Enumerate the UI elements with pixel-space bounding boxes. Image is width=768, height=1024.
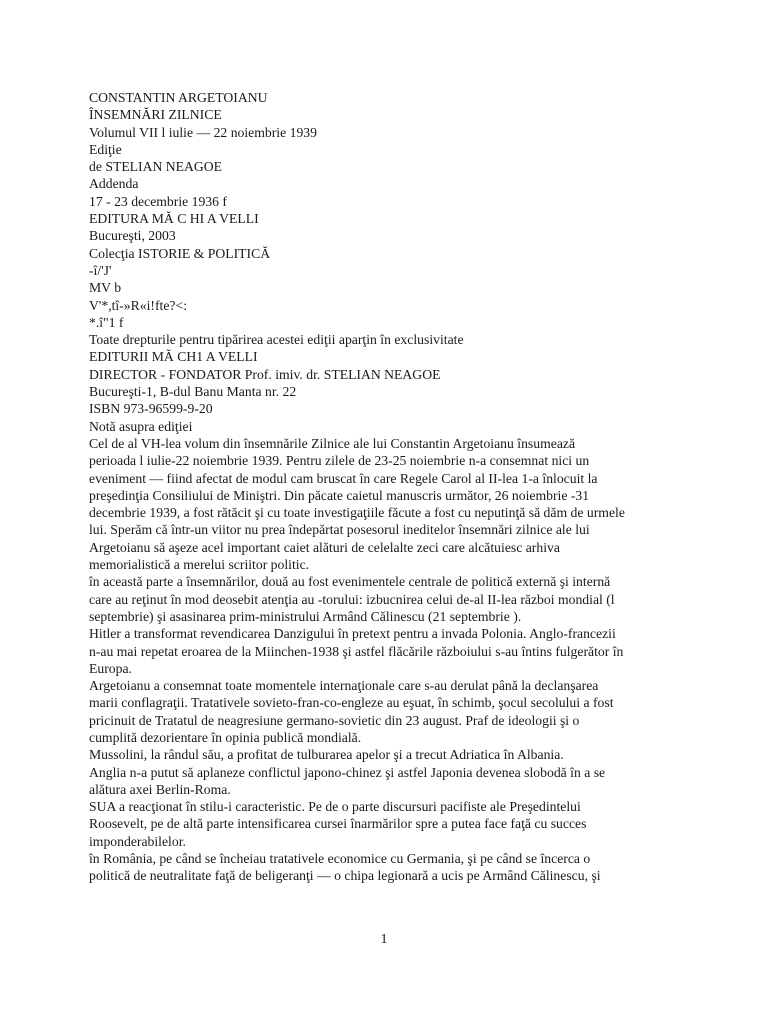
paragraph [89,573,721,625]
front-matter-line: MV b [89,280,122,296]
front-matter-line: -î/'J' [89,262,112,278]
paragraph-line: politică de neutralitate faţă de beligeranţi — o chipa legionară a ucis pe Armând Călinescu, şi [89,868,601,884]
front-matter-line: Bucureşti-1, B-dul Banu Manta nr. 22 [89,384,297,400]
front-matter-line: Addenda [89,176,139,192]
paragraph-line: pricinuit de Tratatul de neagresiune germano-sovietic din 23 august. Praf de ideologii şi o [89,712,580,728]
paragraph-line: care au reţinut în mod deosebit atenţia au -torului: izbucnirea celui de-al II-lea război mondial (l [89,591,615,607]
paragraph-line: eveniment — fiind afectat de modul cam bruscat în care Regele Carol al II-lea 1-a înlocuit la [89,470,598,486]
front-matter-line: V'*,tî-»R«i!fte?<: [89,297,187,313]
front-matter-line: CONSTANTIN ARGETOIANU [89,90,268,105]
paragraph-line: septembrie) şi asasinarea prim-ministrului Armând Călinescu (21 septembrie ). [89,608,522,624]
paragraph [89,764,721,799]
front-matter-line: Notă asupra ediţiei [89,418,193,434]
front-matter-line: ÎNSEMNĂRI ZILNICE [89,107,222,123]
paragraph [89,625,721,677]
page-number: 1 [380,932,388,947]
paragraph-line: Argetoianu să aşeze acel important caiet alături de celelalte zeci care alcătuiesc arhiva [89,539,560,555]
paragraph-line: cumplită dezorientare în opinia publică mondială. [89,729,362,745]
front-matter-line: de STELIAN NEAGOE [89,159,223,175]
front-matter-line: EDITURII MĂ CH1 A VELLI [89,349,258,365]
front-matter-line: *.î"1 f [89,314,124,330]
paragraph [89,798,721,850]
paragraph-line: memorialistică a merelui scriitor politic. [89,557,310,573]
front-matter-line: Toate drepturile pentru tipărirea acestei ediţii aparţin în exclusivitate [89,332,464,348]
paragraph-line: Argetoianu a consemnat toate momentele internaţionale care s-au derulat până la declanşarea [89,678,599,694]
front-matter-line: EDITURA MĂ C HI A VELLI [89,211,259,227]
document-text [89,89,721,885]
editorial-note [89,435,721,885]
paragraph-line: lui. Sperăm că într-un viitor nu prea îndepărtat posesorul ineditelor însemnări zilnice ale lui [89,522,590,538]
front-matter-line: DIRECTOR - FONDATOR Prof. imiv. dr. STELIAN NEAGOE [89,366,441,382]
paragraph-line: Hitler a transformat revendicarea Danzigului în pretext pentru a invada Polonia. Anglo-francezii [89,626,616,642]
paragraph-line: Roosevelt, pe de altă parte intensificarea cursei înarmărilor spre a putea face faţă cu succes [89,816,587,832]
paragraph-line: SUA a reacţionat în stilu-i caracteristic. Pe de o parte discursuri pacifiste ale Preşedintelui [89,799,581,815]
paragraph-line: în această parte a însemnărilor, două au fost evenimentele centrale de politică externă şi internă [89,574,611,590]
paragraph-line: decembrie 1939, a fost rătăcit şi cu toate investigaţiile făcute a fost cu neputinţă să dăm de urmele [89,505,625,521]
paragraph [89,435,721,573]
front-matter-line: 17 - 23 decembrie 1936 f [89,193,227,209]
paragraph [89,746,721,763]
paragraph [89,850,721,885]
paragraph-line: alătura axei Berlin-Roma. [89,781,231,797]
paragraph-line: n-au mai repetat eroarea de la Miinchen-1938 şi astfel flăcările războiului s-au întins fulgerător în [89,643,624,659]
paragraph [89,677,721,746]
front-matter-line: Bucureşti, 2003 [89,228,176,244]
front-matter-line: Ediţie [89,141,122,157]
front-matter-line: ISBN 973-96599-9-20 [89,401,213,417]
paragraph-line: preşedinţia Consiliului de Miniştri. Din păcate caietul manuscris următor, 26 noiembrie -31 [89,487,590,503]
paragraph-line: Anglia n-a putut să aplaneze conflictul japono-chinez şi astfel Japonia devenea slobodă în a se [89,764,606,780]
paragraph-line: imponderabilelor. [89,833,186,849]
paragraph-line: Cel de al VH-lea volum din însemnările Zilnice ale lui Constantin Argetoianu însumează [89,435,576,451]
front-matter-line: Volumul VII l iulie — 22 noiembrie 1939 [89,124,317,140]
front-matter-line: Colecţia ISTORIE & POLITICĂ [89,245,271,261]
paragraph-line: marii conflagraţii. Tratativele sovieto-fran-co-engleze au eşuat, în schimb, şocul secolului a fost [89,695,614,711]
paragraph-line: în România, pe când se încheiau tratativele economice cu Germania, şi pe când se încerca o [89,851,591,867]
paragraph-line: perioada l iulie-22 noiembrie 1939. Pentru zilele de 23-25 noiembrie n-a consemnat nici un [89,453,590,469]
front-matter [89,89,721,435]
paragraph-line: Europa. [89,660,132,676]
paragraph-line: Mussolini, la rândul său, a profitat de tulburarea apelor şi a trecut Adriatica în Albania. [89,747,564,763]
